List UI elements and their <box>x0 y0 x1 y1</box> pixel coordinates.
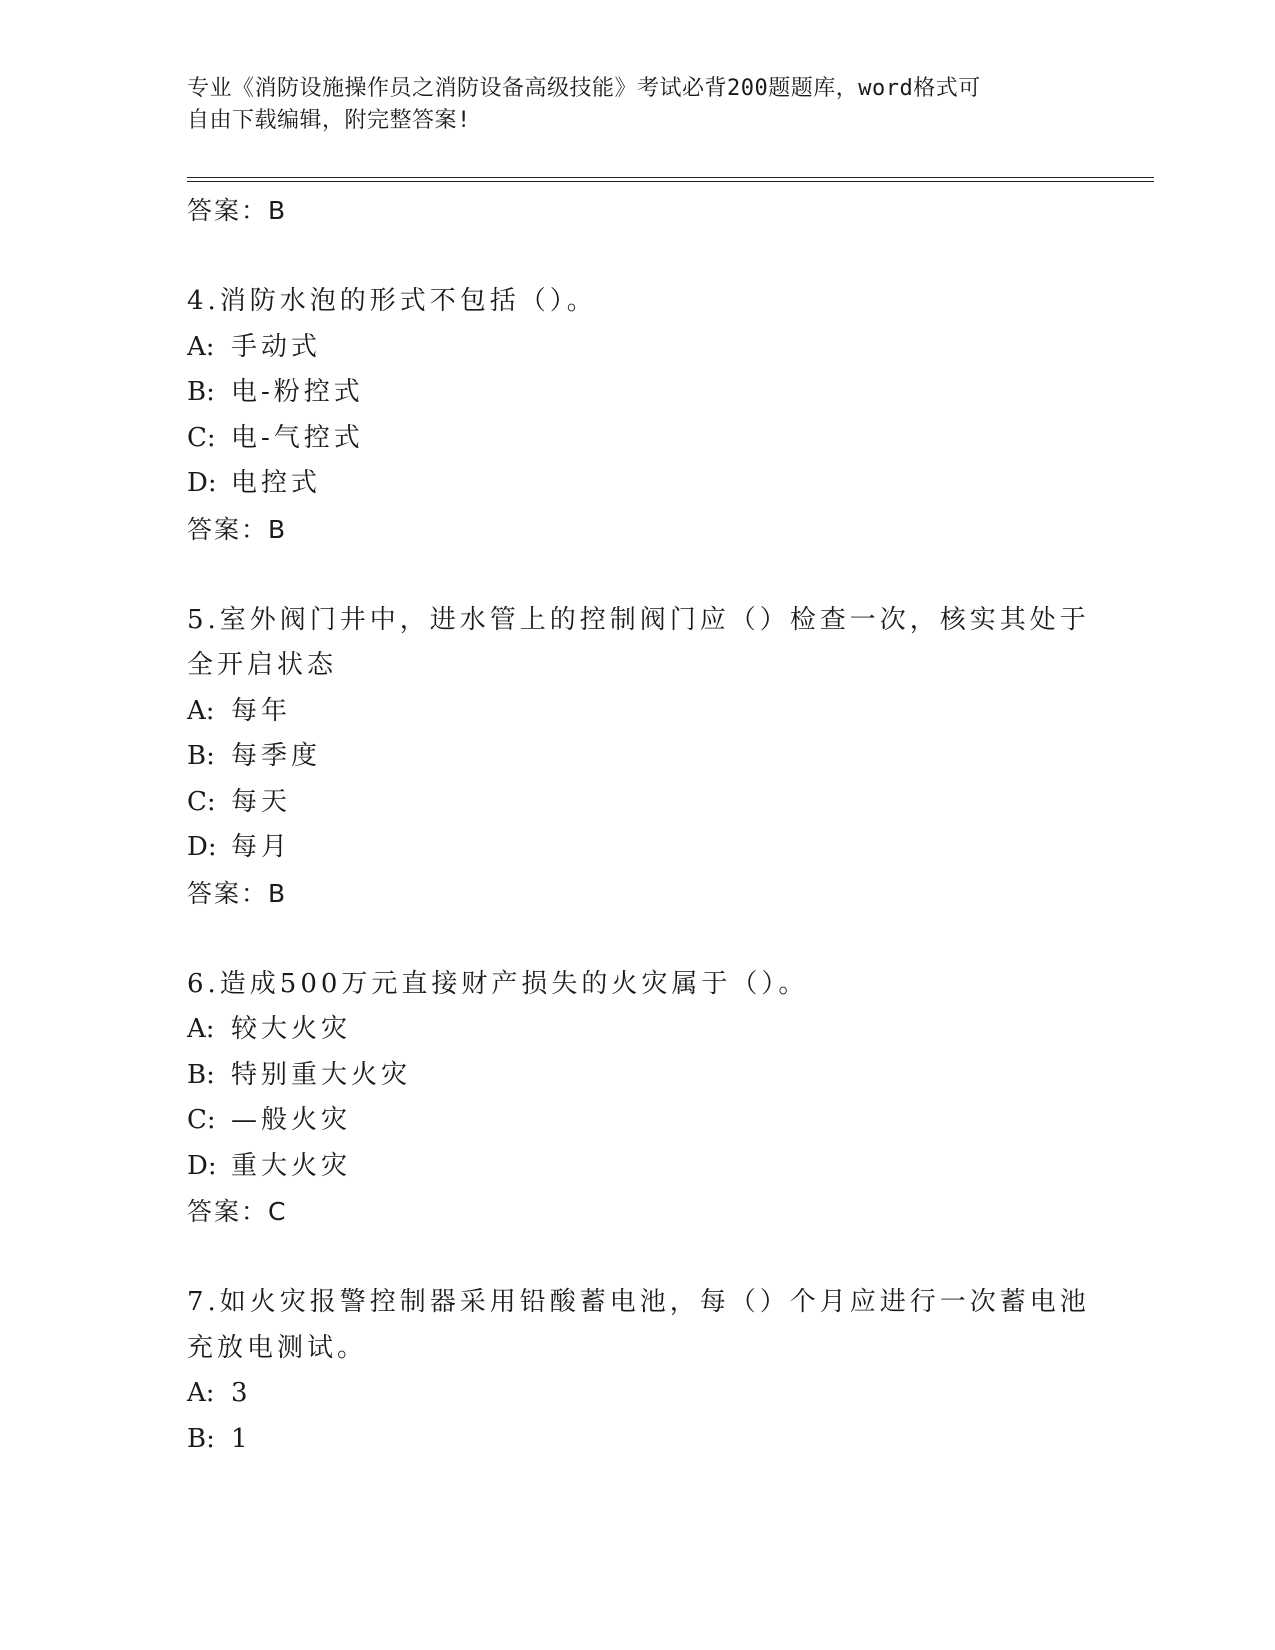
option-letter: C: <box>187 1105 216 1135</box>
option-letter: A: <box>187 695 215 726</box>
option-letter: D: <box>187 468 217 498</box>
option-letter: B: <box>187 1423 215 1454</box>
header-divider <box>187 177 1154 182</box>
option-b <box>187 1417 1067 1463</box>
question-list <box>187 188 1090 1462</box>
option-b <box>187 1053 1067 1099</box>
option-letter: C: <box>187 786 216 817</box>
option-text: 重大火灾 <box>231 1150 352 1181</box>
option-letter: A: <box>187 1014 215 1044</box>
option-c <box>187 416 1067 462</box>
question-stem-line-1: 7.如火灾报警控制器采用铅酸蓄电池，每（）个月应进行一次蓄电池 <box>187 1287 1090 1317</box>
spacer <box>187 1235 1067 1281</box>
option-a <box>187 1007 1067 1053</box>
option-letter: B: <box>187 377 215 407</box>
option-letter: C: <box>187 422 216 453</box>
option-d <box>187 1144 1067 1190</box>
option-c <box>187 780 1067 826</box>
option-text: 3 <box>231 1378 252 1408</box>
option-a <box>187 689 1067 735</box>
option-text: —般火灾 <box>231 1105 352 1135</box>
answer: 答案：B <box>187 514 288 544</box>
option-text: 每年 <box>231 695 292 726</box>
option-letter: B: <box>187 741 215 771</box>
option-text: 电控式 <box>231 468 322 498</box>
option-text: 每月 <box>231 832 292 862</box>
option-text: 手动式 <box>231 331 322 362</box>
answer: 答案：C <box>187 1197 288 1226</box>
option-text: 特别重大火灾 <box>231 1059 412 1090</box>
option-a <box>187 325 1067 371</box>
question-stem-line-2: 全开启状态 <box>187 650 338 680</box>
option-letter: D: <box>187 1150 217 1181</box>
question-4 <box>187 279 1067 552</box>
option-letter: B: <box>187 1059 215 1090</box>
question-6 <box>187 962 1067 1235</box>
previous-answer: 答案：B <box>187 196 288 225</box>
option-text: 电-气控式 <box>231 422 364 453</box>
option-text: 电-粉控式 <box>231 377 364 407</box>
spacer <box>187 234 1067 280</box>
option-a <box>187 1371 1067 1417</box>
question-stem: 4.消防水泡的形式不包括（）。 <box>187 286 597 316</box>
answer: 答案：B <box>187 878 288 908</box>
question-stem: 6.造成500万元直接财产损失的火灾属于（）。 <box>187 968 809 999</box>
header-line-1: 专业《消防设施操作员之消防设备高级技能》考试必背200题题库，word格式可 <box>187 76 981 101</box>
option-text: 较大火灾 <box>231 1014 352 1044</box>
question-stem-line-2: 充放电测试。 <box>187 1332 368 1363</box>
option-letter: A: <box>187 331 215 362</box>
header-line-2: 自由下载编辑，附完整答案! <box>187 108 471 133</box>
option-letter: A: <box>187 1378 215 1408</box>
option-text: 每季度 <box>231 741 322 771</box>
option-b <box>187 370 1067 416</box>
spacer <box>187 552 1067 598</box>
question-7 <box>187 1280 1090 1462</box>
option-b <box>187 734 1067 780</box>
option-c <box>187 1098 1067 1144</box>
spacer <box>187 916 1067 962</box>
document-header <box>187 73 1067 137</box>
question-stem-line-1: 5.室外阀门井中，进水管上的控制阀门应（）检查一次，核实其处于 <box>187 604 1090 635</box>
option-d <box>187 825 1067 871</box>
option-d <box>187 461 1067 507</box>
option-text: 每天 <box>231 786 292 817</box>
question-5 <box>187 598 1090 917</box>
option-text: 1 <box>231 1423 252 1454</box>
option-letter: D: <box>187 832 217 862</box>
